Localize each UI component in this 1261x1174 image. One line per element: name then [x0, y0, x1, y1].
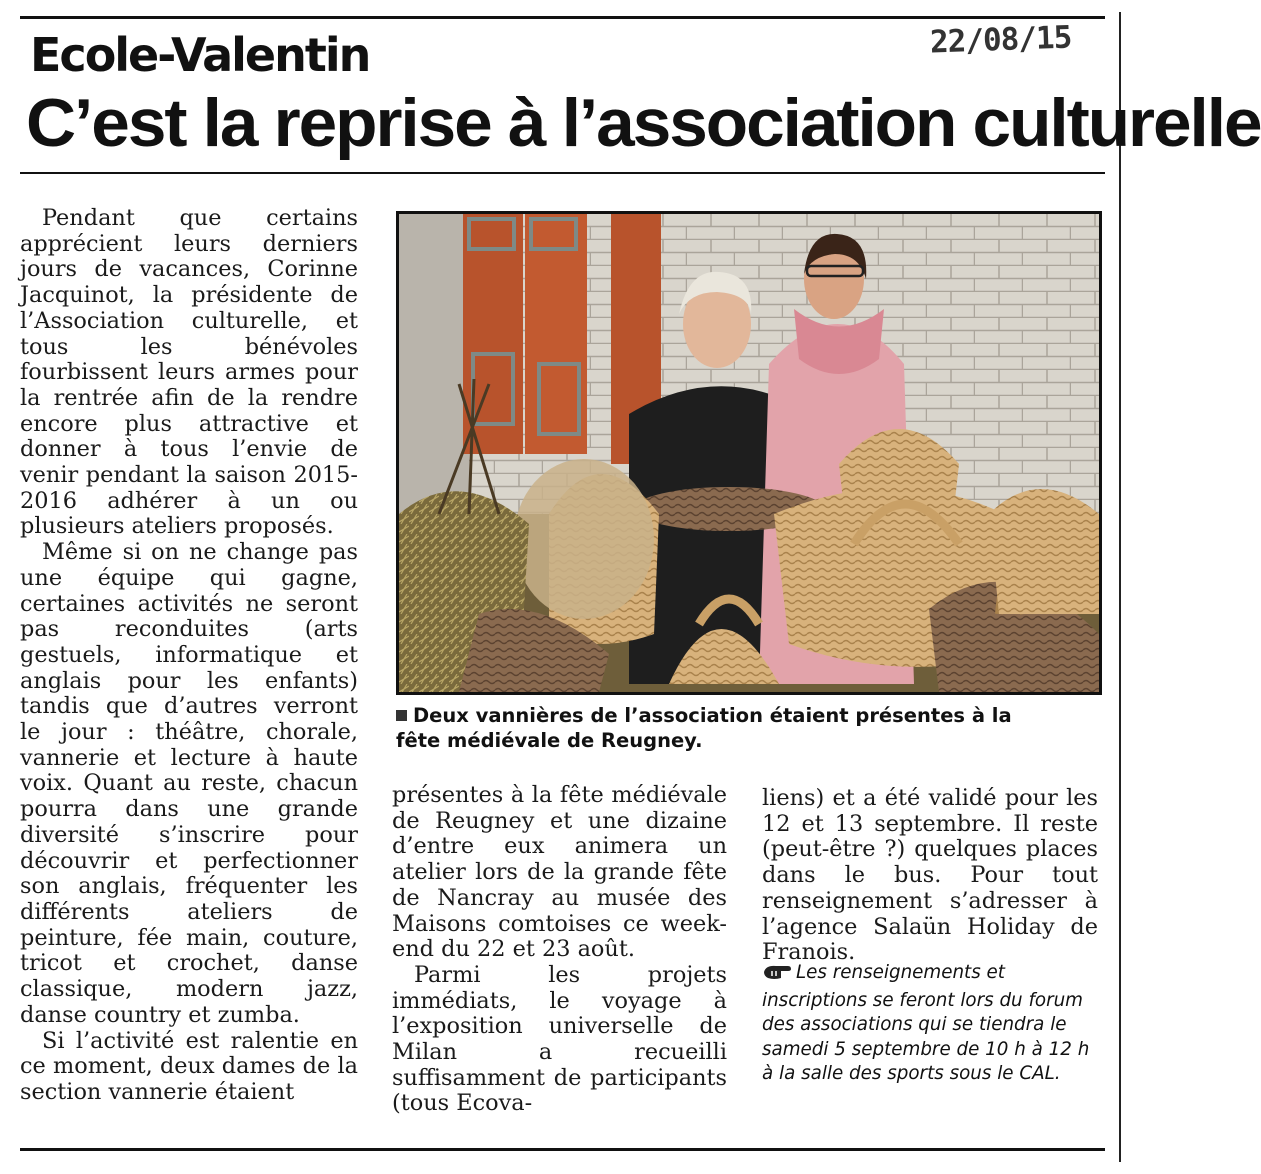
body-paragraph-3: Si l’activité est ralentie en ce moment, deux dames de la section vannerie étaient	[20, 1027, 358, 1105]
body-paragraph-4-continued: liens) et a été validé pour les 12 et 13 septembre. Il reste (peut-être ?) quelques places dans le bus. Pour tout renseignement s’adresser à l’agence Salaün Holiday de Franois.	[762, 785, 1098, 966]
photo-caption-text: Deux vannières de l’association étaient présentes à la fête médiévale de Reugney.	[396, 704, 1012, 752]
body-paragraph-3-continued: présentes à la fête médiévale de Reugney et une dizaine d’entre eux animera un atelier lors de la grande fête de Nancray au musée des Maisons comtoises ce week-end du 22 et 23 août.	[392, 782, 727, 963]
pointing-hand-icon	[762, 963, 792, 989]
article-kicker: Ecole-Valentin	[30, 28, 370, 82]
basket-vendors-photo	[399, 214, 1099, 692]
body-column-1	[20, 206, 358, 1106]
body-column-3	[762, 786, 1098, 966]
info-note-text: Les renseignements et inscriptions se feront lors du forum des associations qui se tiendra le samedi 5 septembre de 10 h à 12 h à la salle des sports sous le CAL.	[762, 962, 1090, 1084]
article-headline: C’est la reprise à l’association culturelle	[26, 85, 1261, 161]
caption-bullet-icon	[396, 710, 407, 721]
info-note	[762, 961, 1102, 1087]
body-paragraph-2: Même si on ne change pas une équipe qui gagne, certaines activités ne seront pas reconduites (arts gestuels, informatique et anglais pour les enfants) tandis que d’autres verront le jour : théâtre, chorale, vannerie et lecture à haute voix. Quant au reste, chacun pourra dans une grande diversité s’inscrire pour découvrir et perfectionner son anglais, fréquenter les différents ateliers de peinture, fée main, couture, tricot et crochet, danse classique, modern jazz, danse country et zumba.	[20, 539, 358, 1028]
handwritten-date: 22/08/15	[929, 19, 1072, 61]
photo-caption	[396, 703, 1036, 753]
body-column-2	[392, 783, 727, 1117]
frame-right-rule	[1119, 12, 1121, 1162]
body-paragraph-4: Parmi les projets immédiats, le voyage à l’exposition universelle de Milan a recueilli suffisamment de participants (tous Ecova-	[392, 961, 727, 1117]
body-paragraph-1: Pendant que certains apprécient leurs derniers jours de vacances, Corinne Jacquinot, la présidente de l’Association culturelle, et tous les bénévoles fourbissent leurs armes pour la rentrée afin de la rendre encore plus attractive et donner à tous l’envie de venir pendant la saison 2015-2016 adhérer à un ou plusieurs ateliers proposés.	[20, 205, 358, 540]
bottom-rule	[20, 1148, 1105, 1151]
article-photo	[396, 211, 1102, 695]
top-rule	[20, 16, 1105, 19]
headline-rule	[20, 172, 1105, 174]
